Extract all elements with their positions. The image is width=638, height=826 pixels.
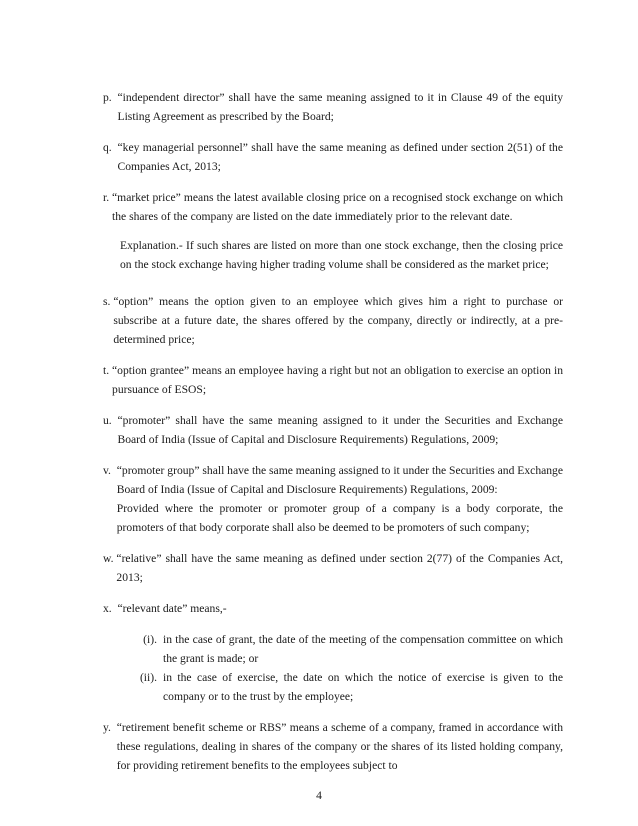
clause-v [103,461,563,537]
clause-text: “option” means the option given to an employee which gives him a right to purchase or subscribe at a future date, the shares offered by the company, directly or indirectly, at a pre-determined price; [113,295,563,346]
sub-item-text: in the case of exercise, the date on which the notice of exercise is given to the company or to the trust by the employee; [163,671,563,703]
clause-text: “promoter” shall have the same meaning assigned to it under the Securities and Exchange Board of India (Issue of Capital and Disclosure Requirements) Regulations, 2009; [117,414,563,446]
clause-u [103,411,563,449]
clause-x-item-1 [121,630,563,668]
clause-p [103,88,563,126]
clause-text: “relative” shall have the same meaning as defined under section 2(77) of the Companies Act, 2013; [116,552,563,584]
clause-text: “key managerial personnel” shall have the same meaning as defined under section 2(51) of the Companies Act, 2013; [117,141,563,173]
document-page [103,88,563,775]
clause-text: “retirement benefit scheme or RBS” means a scheme of a company, framed in accordance with these regulations, dealing in shares of the company or the shares of its listed holding company, for providing retirement benefits to the employees subject to [116,721,563,772]
clause-text: “independent director” shall have the same meaning assigned to it in Clause 49 of the equity Listing Agreement as prescribed by the Board; [117,91,563,123]
sub-item-label: (i). [143,633,157,646]
clause-y [103,718,563,775]
clause-s [103,292,563,349]
clause-text: “option grantee” means an employee having a right but not an obligation to exercise an option in pursuance of ESOS; [112,364,563,396]
clause-label: y. [103,721,117,734]
clause-text [117,461,563,537]
clause-t [103,361,563,399]
clause-label: u. [103,414,118,427]
sub-item-label: (ii). [139,671,157,684]
clause-text: “market price” means the latest available closing price on a recognised stock exchange on which the shares of the company are listed on the date immediately prior to the relevant date. [112,191,563,223]
clause-label: r. [103,191,113,204]
clause-v-proviso: Provided where the promoter or promoter group of a company is a body corporate, the promoters of that body corporate shall also be deemed to be promoters of such company; [116,502,563,534]
sub-item-text: in the case of grant, the date of the meeting of the compensation committee on which the grant is made; or [163,633,563,665]
clause-r [103,188,563,226]
clause-x [103,599,563,618]
clause-text: “relevant date” means,- [117,602,227,615]
clause-x-item-2 [121,668,563,706]
clause-label: q. [103,141,118,154]
clause-q [103,138,563,176]
page-number: 4 [316,789,322,802]
clause-v-definition: “promoter group” shall have the same meaning assigned to it under the Securities and Exchange Board of India (Issue of Capital and Disclosure Requirements) Regulations, 2009: [116,464,563,496]
clause-label: w. [103,552,117,565]
clause-label: s. [103,295,114,308]
clause-r-explanation: Explanation.- If such shares are listed on more than one stock exchange, then the closing price on the stock exchange having higher trading volume shall be considered as the market price; [120,239,563,271]
clause-label: x. [103,602,118,615]
clause-w [103,549,563,587]
clause-label: t. [103,364,113,377]
clause-label: p. [103,91,118,104]
clause-label: v. [103,464,117,477]
